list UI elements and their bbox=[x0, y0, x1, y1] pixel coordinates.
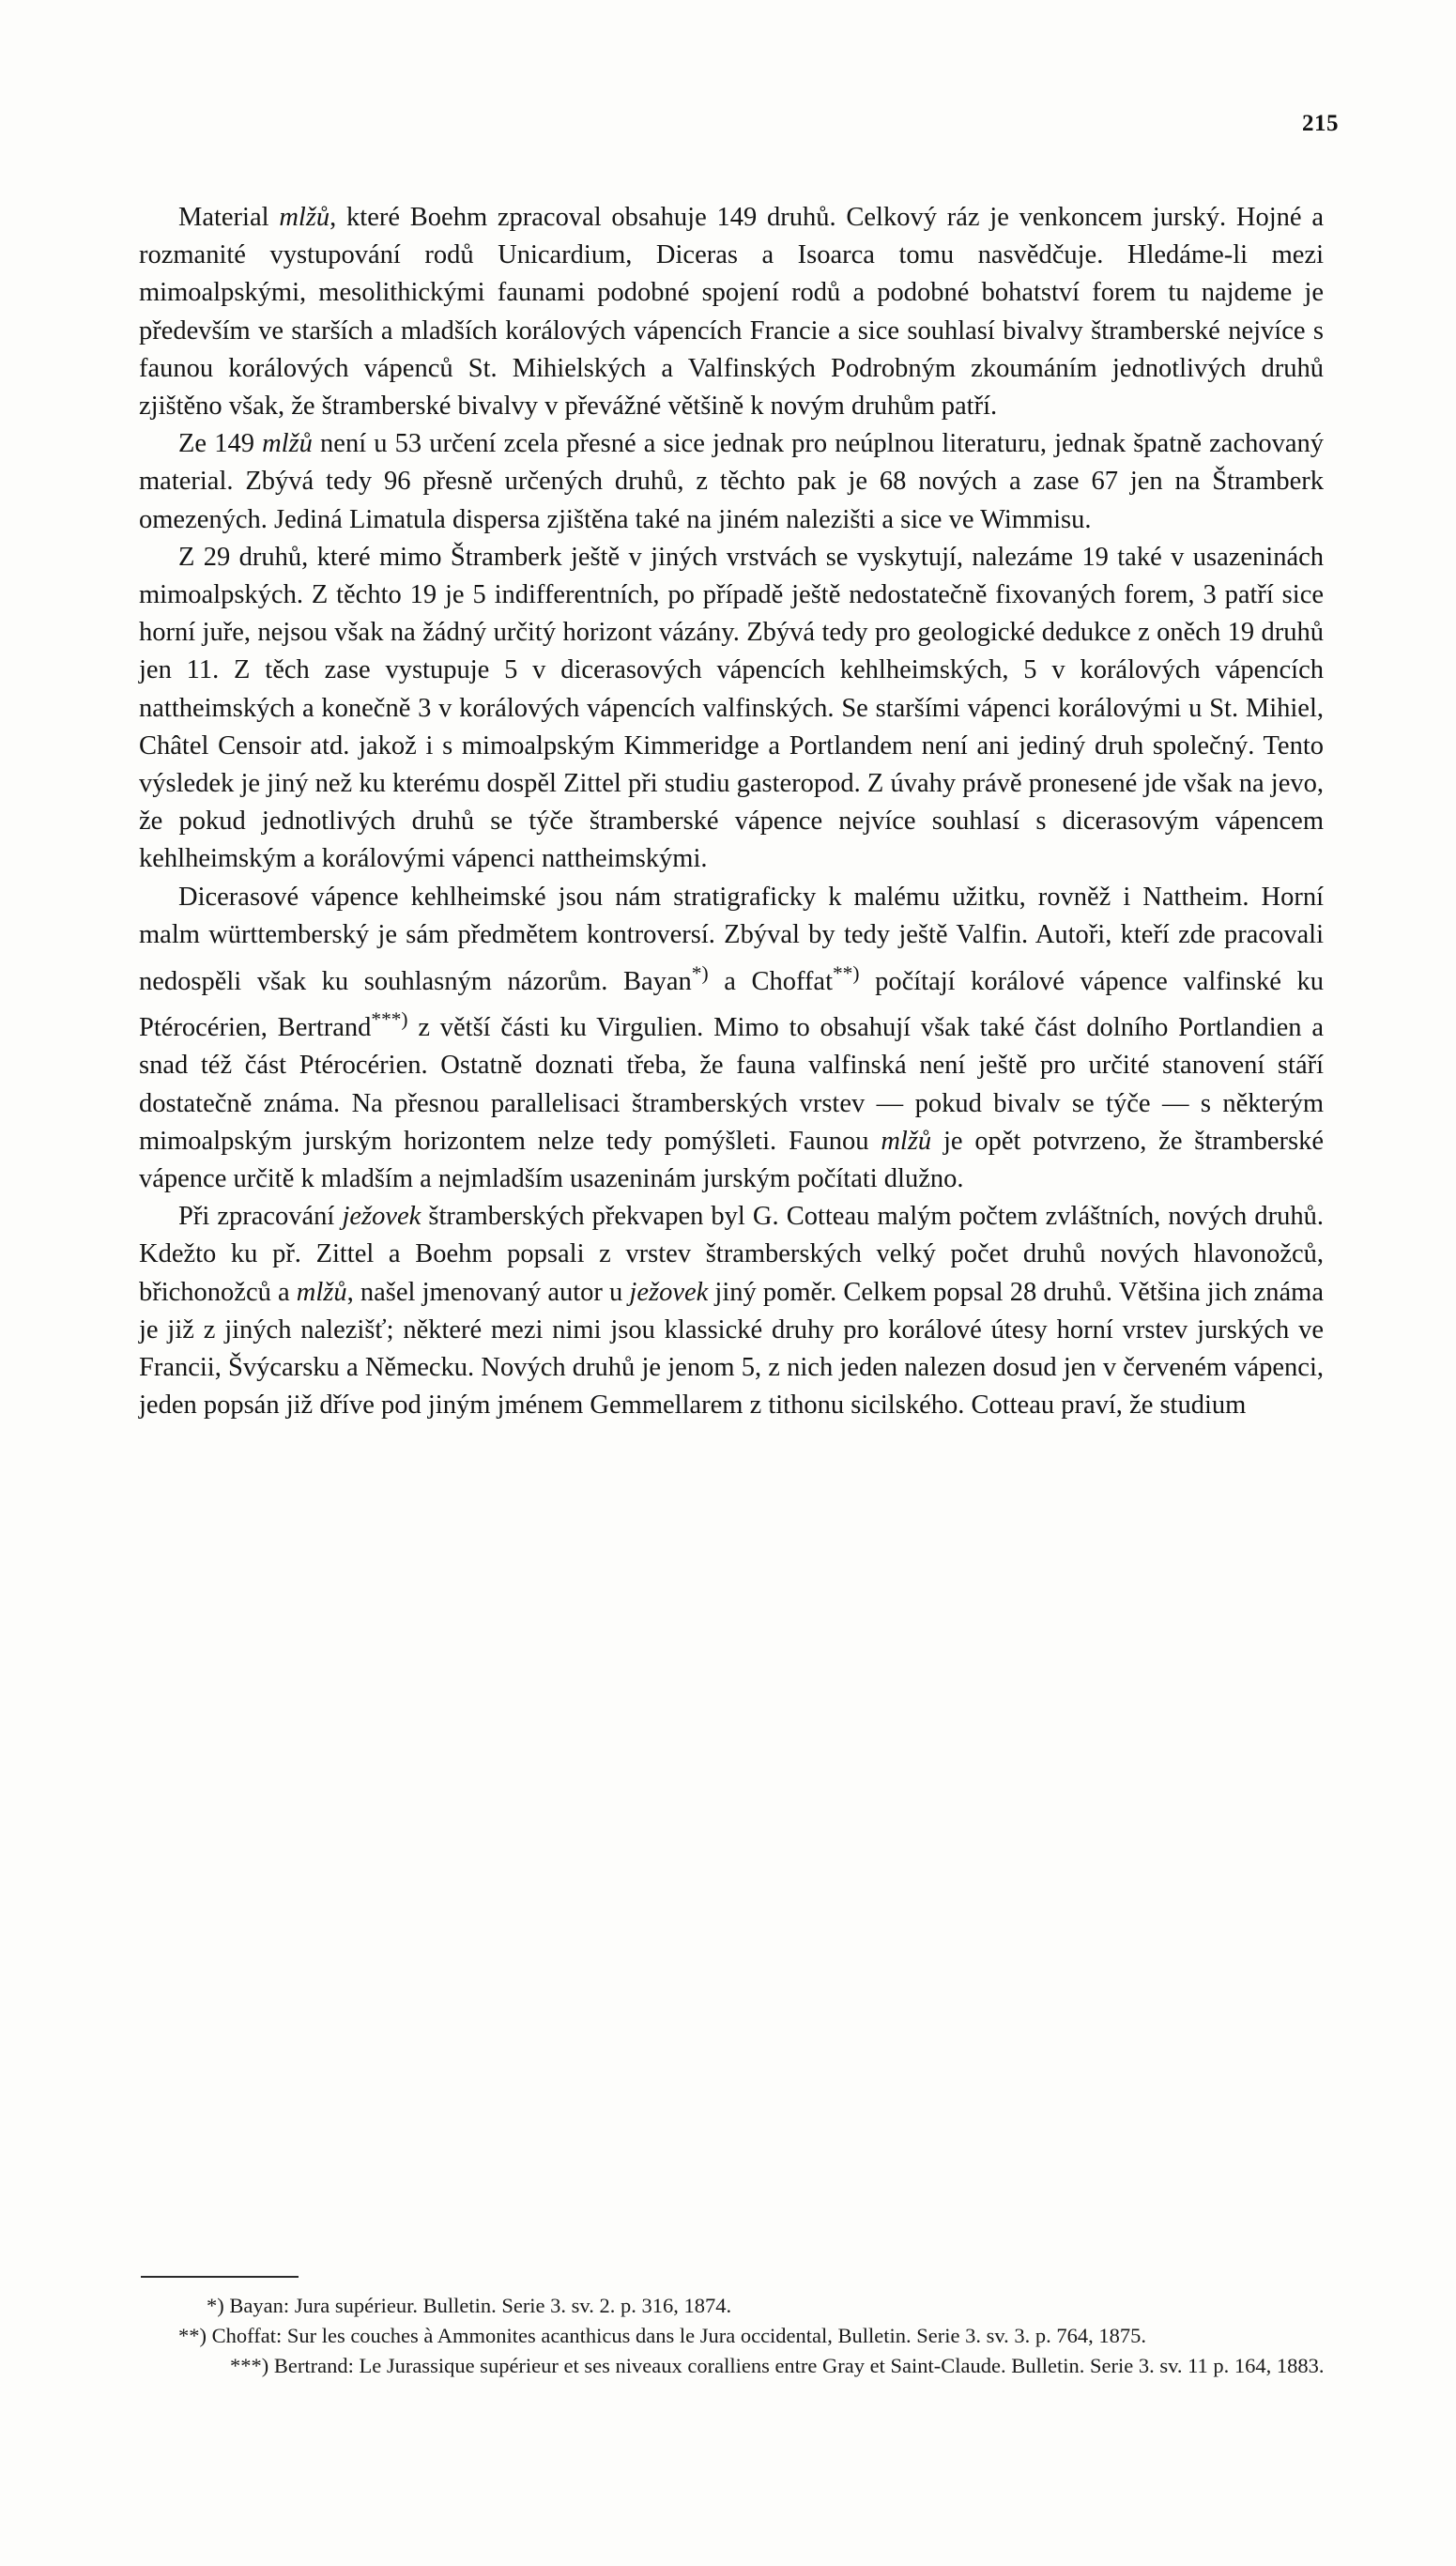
page-number: 215 bbox=[1302, 111, 1339, 136]
footnote-3-marker: ***) bbox=[230, 2354, 269, 2377]
paragraph-1 bbox=[139, 199, 1324, 425]
paragraph-2-text: Ze 149 mlžů není u 53 určení zcela přesné a sice jednak pro neúplnou literaturu, jednak špatně zachovaný material. Zbývá tedy 96 přesně určených druhů, z těchto pak je 68 nových a zase 67 jen na Štramberk omezených. Jediná Limatula dispersa zjištěna také na jiném nalezišti a sice ve Wimmisu. bbox=[139, 429, 1324, 534]
footnote-1 bbox=[56, 2291, 1399, 2321]
footnotes-block bbox=[56, 2291, 1399, 2381]
paragraph-2 bbox=[139, 425, 1324, 539]
paragraph-4 bbox=[139, 879, 1324, 1199]
footnote-separator-rule bbox=[141, 2276, 299, 2278]
paragraph-1-text: Material mlžů, které Boehm zpracoval obsahuje 149 druhů. Celkový ráz je venkoncem jurský. Hojné a rozmanité vystupování rodů Unicardium, Diceras a Isoarca tomu nasvědčuje. Hledáme-li mezi mimoalpskými, mesolithickými faunami podobné spojení rodů a podobné bohatství forem tu najdeme je především ve starších a mladších korálových vápencích Francie a sice souhlasí bivalvy štramberské nejvíce s faunou korálových vápenců St. Mihielských a Valfinských Podrobným zkoumáním jednotlivých druhů zjištěno však, že štramberské bivalvy v převážné většině k novým druhům patří. bbox=[139, 203, 1324, 422]
paragraph-3-text: Z 29 druhů, které mimo Štramberk ještě v jiných vrstvách se vyskytují, nalezáme 19 také v usazeninách mimoalpských. Z těchto 19 je 5 indifferentních, po případě ještě nedostatečně fixovaných forem, 3 patří sice horní juře, nejsou však na žádný určitý horizont vázány. Zbývá tedy pro geologické dedukce z oněch 19 druhů jen 11. Z těch zase vystupuje 5 v dicerasových vápencích kehlheimských, 5 v korálových vápencích nattheimských a konečně 3 v korálových vápencích valfinských. Se staršími vápenci korálovými u St. Mihiel, Châtel Censoir atd. jakož i s mimoalpským Kimmeridge a Portlandem není ani jediný druh společný. Tento výsledek je jiný než ku kterému dospěl Zittel při studiu gasteropod. Z úvahy právě pronesené jde však na jevo, že pokud jednotlivých druhů se týče štramberské vápence nejvíce souhlasí s dicerasovým vápencem kehlheimským a korálovými vápenci nattheimskými. bbox=[139, 542, 1324, 874]
footnote-2-marker: **) bbox=[178, 2324, 207, 2347]
paragraph-5-text: Při zpracování ježovek štramberských překvapen byl G. Cotteau malým počtem zvláštních, nových druhů. Kdežto ku př. Zittel a Boehm popsali z vrstev štramberských velký počet druhů nových hlavonožců, břichonožců a mlžů, našel jmenovaný autor u ježovek jiný poměr. Celkem popsal 28 druhů. Většina jich známa je již z jiných nalezišť; některé mezi nimi jsou klassické druhy pro korálové útesy horní vrstev jurských ve Francii, Švýcarsku a Německu. Nových druhů je jenom 5, z nich jeden nalezen dosud jen v červeném vápenci, jeden popsán již dříve pod jiným jménem Gemmellarem z tithonu sicilského. Cotteau praví, že studium bbox=[139, 1202, 1324, 1421]
footnote-3-text: Bertrand: Le Jurassique supérieur et ses niveaux coralliens entre Gray et Saint-Claude. Bulletin. Serie 3. sv. 11 p. 164, 1883. bbox=[273, 2354, 1325, 2377]
footnote-2 bbox=[56, 2321, 1399, 2351]
body-text bbox=[139, 199, 1324, 1425]
footnote-3 bbox=[56, 2351, 1399, 2381]
footnote-2-text: Choffat: Sur les couches à Ammonites acanthicus dans le Jura occidental, Bulletin. Serie 3. sv. 3. p. 764, 1875. bbox=[211, 2324, 1147, 2347]
paragraph-5 bbox=[139, 1198, 1324, 1424]
paragraph-3 bbox=[139, 539, 1324, 879]
footnote-1-marker: *) bbox=[207, 2294, 224, 2317]
footnote-1-text: Bayan: Jura supérieur. Bulletin. Serie 3. sv. 2. p. 316, 1874. bbox=[229, 2294, 732, 2317]
paragraph-4-text: Dicerasové vápence kehlheimské jsou nám stratigraficky k malému užitku, rovněž i Nattheim. Horní malm württemberský je sám předmětem kontroversí. Zbýval by tedy ještě Valfin. Autoři, kteří zde pracovali nedospěli však ku souhlasným názorům. Bayan*) a Choffat**) počítají korálové vápence valfinské ku Ptérocérien, Bertrand***) z větší části ku Virgulien. Mimo to obsahují však také část dolního Portlandien a snad též část Ptérocérien. Ostatně doznati třeba, že fauna valfinská není ještě pro určité stanovení stáří dostatečně známa. Na přesnou parallelisaci štramberských vrstev — pokud bivalv se týče — s některým mimoalpským jurským horizontem nelze tedy pomýšleti. Faunou mlžů je opět potvrzeno, že štramberské vápence určitě k mladším a nejmladším usazeninám jurským počítati dlužno. bbox=[139, 882, 1325, 1194]
